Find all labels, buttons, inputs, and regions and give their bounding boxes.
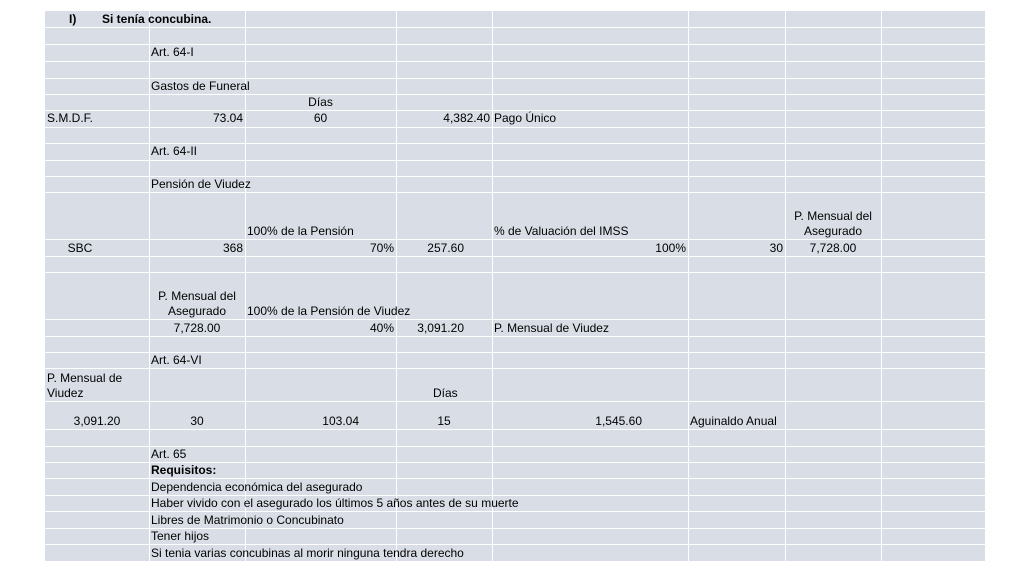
grid-row-line <box>45 94 985 95</box>
section-marker: I) <box>69 12 77 26</box>
art64-vi-label: Art. 64-VI <box>151 353 202 367</box>
grid-row-line <box>45 336 985 337</box>
pension-pct: 70% <box>369 241 394 255</box>
sbc-value: 368 <box>222 241 243 255</box>
funeral-note: Pago Único <box>494 111 557 125</box>
requirement-item: Libres de Matrimonio o Concubinato <box>151 513 344 527</box>
pension-days: 30 <box>769 241 783 255</box>
valuacion-header: % de Valuación del IMSS <box>494 224 629 238</box>
mensual-viudez-header: P. Mensual de Viudez <box>47 371 123 400</box>
viudez-base-mensual: 7,728.00 <box>173 321 221 335</box>
aguinaldo-days: 15 <box>437 414 451 428</box>
pension-100-header: 100% de la Pensión <box>247 224 354 238</box>
smdf-value: 73.04 <box>212 111 243 125</box>
grid-row-line <box>45 160 985 161</box>
grid-row-line <box>45 256 985 257</box>
grid-row-line <box>45 368 985 369</box>
pension-mensual: 7,728.00 <box>809 241 857 255</box>
aguinaldo-label: Aguinaldo Anual <box>690 414 777 428</box>
grid-row-line <box>45 27 985 28</box>
requirement-item: Tener hijos <box>151 529 210 543</box>
requirement-item: Haber vivido con el asegurado los últimos 5 años antes de su muerte <box>151 496 519 510</box>
art64-ii-label: Art. 64-II <box>151 144 198 158</box>
viudez-result: 3,091.20 <box>417 321 464 335</box>
aguinaldo-daily: 103.04 <box>322 414 359 428</box>
grid-row-line <box>45 61 985 62</box>
sbc-label: SBC <box>67 241 93 255</box>
valuacion-pct: 100% <box>655 241 686 255</box>
pension-viudez-100-header: 100% de la Pensión de Viudez <box>247 304 411 318</box>
viudez-pct: 40% <box>369 321 394 335</box>
art64-i-label: Art. 64-I <box>151 45 194 59</box>
art64-i-subtitle: Gastos de Funeral <box>151 79 250 93</box>
mensual-asegurado-header: P. Mensual del Asegurado <box>794 209 872 238</box>
pension-daily: 257.60 <box>427 241 464 255</box>
grid-row-line <box>45 127 985 128</box>
funeral-total: 4,382.40 <box>443 111 490 125</box>
aguinaldo-days-month: 30 <box>190 414 204 428</box>
art65-label: Art. 65 <box>151 447 187 461</box>
requirement-item: Si tenia varias concubinas al morir ninguna tendra derecho <box>151 546 464 560</box>
viudez-result-label: P. Mensual de Viudez <box>494 321 609 335</box>
grid-row-line <box>45 429 985 430</box>
smdf-label: S.M.D.F. <box>47 111 94 125</box>
aguinaldo-total: 1,545.60 <box>595 414 642 428</box>
mensual-asegurado-header-2: P. Mensual del Asegurado <box>158 289 236 318</box>
art64-ii-subtitle: Pensión de Viudez <box>151 177 251 191</box>
aguinaldo-days-header: Días <box>433 386 458 400</box>
art64-i-days-header: Días <box>308 95 333 109</box>
section-title: Si tenía concubina. <box>102 12 212 26</box>
requirement-item: Dependencia económica del asegurado <box>151 480 363 494</box>
funeral-days: 60 <box>313 111 328 125</box>
aguinaldo-mensual: 3,091.20 <box>73 414 121 428</box>
spreadsheet-table <box>45 11 985 561</box>
requirements-title: Requisitos: <box>151 463 217 477</box>
